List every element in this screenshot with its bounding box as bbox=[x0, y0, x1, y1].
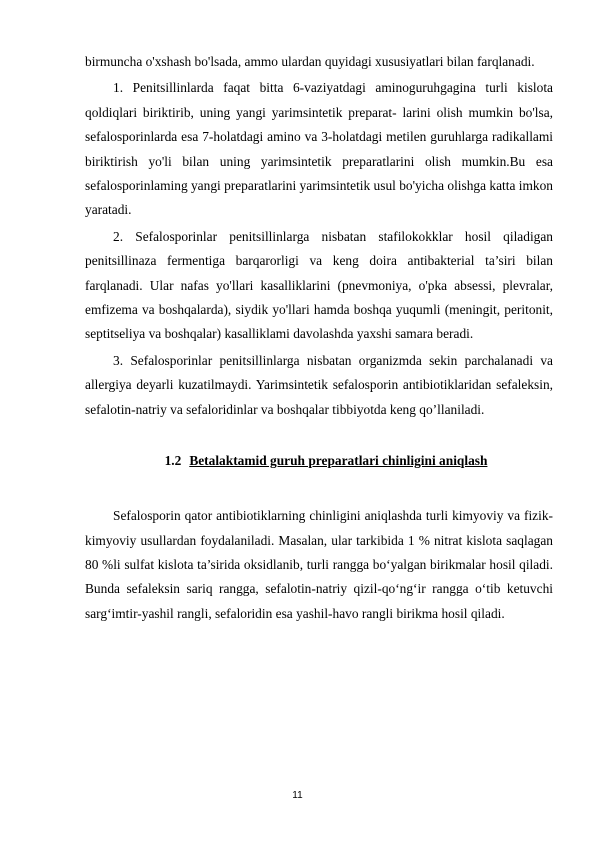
document-page bbox=[85, 50, 553, 626]
paragraph-point-1: 1. Penitsillinlarda faqat bitta 6-vaziyatdagi aminoguruhgagina turli kislota qoldiqlari biriktirib, uning yangi yarimsintetik preparat- larini olish mumkin bo'lsa, sefalosporinlarda esa 7-holatdagi amino va 3-holatdagi metilen guruhlarga radikallami biriktirish yo'li bilan uning yarimsintetik preparatlarini olish mumkin.Bu esa sefalosporinlaming yangi preparatlarini yarimsintetik usul bo'yicha olishga katta imkon yaratadi. bbox=[85, 80, 553, 218]
paragraph-section-body: Sefalosporin qator antibiotiklarning chinligini aniqlashda turli kimyoviy va fizik-kimyoviy usullardan foydalaniladi. Masalan, ular tarkibida 1 % nitrat kislota saqlagan 80 %li sulfat kislota ta’sirida oksidlanib, turli rangga bo‘yalgan birikmalar hosil qiladi. Bunda sefaleksin sariq rangga, sefalotin-natriy qizil-qo‘ng‘ir rangga o‘tib ketuvchi sarg‘imtir-yashil rangli, sefaloridin esa yashil-havo rangli birikma hosil qiladi. bbox=[85, 508, 553, 621]
section-heading bbox=[85, 452, 553, 470]
section-number: 1.2 bbox=[164, 453, 182, 469]
paragraph-point-2: 2. Sefalosporinlar penitsillinlarga nisbatan stafilokokklar hosil qiladigan penitsillinaza fermentiga barqarorligi va keng doira antibakterial ta’siri bilan farqlanadi. Ular nafas yo'llari kasalliklarini (pnevmoniya, o'pka absessi, plevralar, emfizema va boshqalarda), siydik yo'llari hamda boshqa yuqumli (meningit, peritonit, septitseliya va boshqalar) kasalliklami davolashda yaxshi samara beradi. bbox=[85, 228, 553, 342]
page-number: 11 bbox=[292, 790, 303, 801]
paragraph-point-3: 3. Sefalosporinlar penitsillinlarga nisbatan organizmda sekin parchalanadi va allergiya deyarli kuzatilmaydi. Yarimsintetik sefalosporin antibiotiklaridan sefaleksin, sefalotin-natriy va sefaloridinlar va boshqalar tibbiyotda keng qo’llaniladi. bbox=[85, 352, 553, 417]
paragraph-continuation: birmuncha o'xshash bo'lsada, ammo ulardan quyidagi xususiyatlari bilan farqlanadi. bbox=[85, 54, 535, 69]
section-title: Betalaktamid guruh preparatlari chinligini aniqlash bbox=[189, 453, 488, 469]
